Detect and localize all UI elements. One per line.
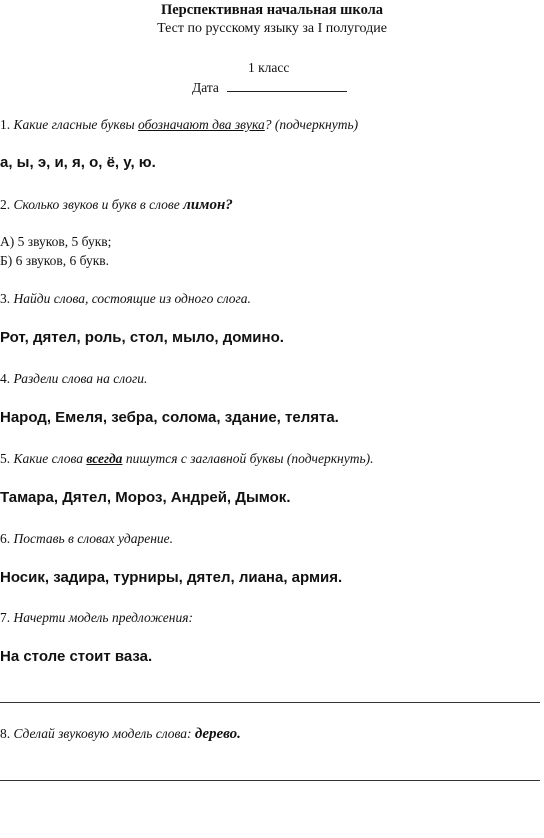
question-3: [0, 291, 251, 307]
question-6-text: Поставь в словах ударение.: [13, 531, 174, 546]
question-6-number: 6.: [0, 531, 11, 546]
question-6: [0, 531, 173, 547]
date-field: [192, 79, 347, 96]
question-5-instruction: пишутся с заглавной буквы (подчеркнуть).: [125, 451, 374, 466]
question-1-instruction: ? (подчеркнуть): [264, 117, 359, 132]
date-blank-line: [227, 79, 347, 92]
test-title: Тест по русскому языку за I полугодие: [157, 21, 387, 36]
question-2-option-b: Б) 6 звуков, 6 букв.: [0, 253, 110, 268]
question-4-text: Раздели слова на слоги.: [13, 371, 148, 386]
question-8-text: Сделай звуковую модель слова:: [13, 726, 192, 741]
question-8-word: дерево.: [194, 726, 241, 742]
question-5-text: Какие слова: [13, 451, 83, 466]
school-title: Перспективная начальная школа: [160, 2, 384, 18]
question-4: [0, 371, 147, 387]
question-2: [0, 197, 233, 214]
class-label: 1 класс: [248, 60, 290, 75]
question-4-answer: Народ, Емеля, зебра, солома, здание, телята.: [0, 409, 339, 426]
question-3-answer: Рот, дятел, роль, стол, мыло, домино.: [0, 329, 284, 346]
question-2-number: 2.: [0, 197, 11, 212]
question-1: [0, 117, 358, 133]
question-3-number: 3.: [0, 291, 11, 306]
question-5-emphasis: всегда: [86, 451, 123, 466]
question-7-number: 7.: [0, 610, 11, 625]
answer-line-8: [0, 780, 540, 781]
question-1-underlined: обозначают два звука: [138, 117, 265, 132]
date-label: Дата: [192, 80, 219, 95]
question-2-option-a: А) 5 звуков, 5 букв;: [0, 234, 112, 249]
question-5-answer: Тамара, Дятел, Мороз, Андрей, Дымок.: [0, 489, 291, 506]
answer-line-7: [0, 702, 540, 703]
question-7: [0, 610, 193, 626]
question-1-text: Какие гласные буквы: [13, 117, 135, 132]
question-7-answer: На столе стоит ваза.: [0, 648, 153, 665]
question-7-text: Начерти модель предложения:: [13, 610, 193, 625]
question-5-number: 5.: [0, 451, 11, 466]
question-5: [0, 451, 374, 467]
question-2-word: лимон?: [183, 197, 233, 213]
question-6-answer: Носик, задира, турниры, дятел, лиана, армия.: [0, 569, 343, 586]
question-4-number: 4.: [0, 371, 11, 386]
question-3-text: Найди слова, состоящие из одного слога.: [13, 291, 251, 306]
question-1-number: 1.: [0, 117, 11, 132]
question-8: [0, 726, 241, 743]
question-1-answer: а, ы, э, и, я, о, ё, у, ю.: [0, 154, 156, 171]
question-8-number: 8.: [0, 726, 11, 741]
question-2-text: Сколько звуков и букв в слове: [13, 197, 180, 212]
